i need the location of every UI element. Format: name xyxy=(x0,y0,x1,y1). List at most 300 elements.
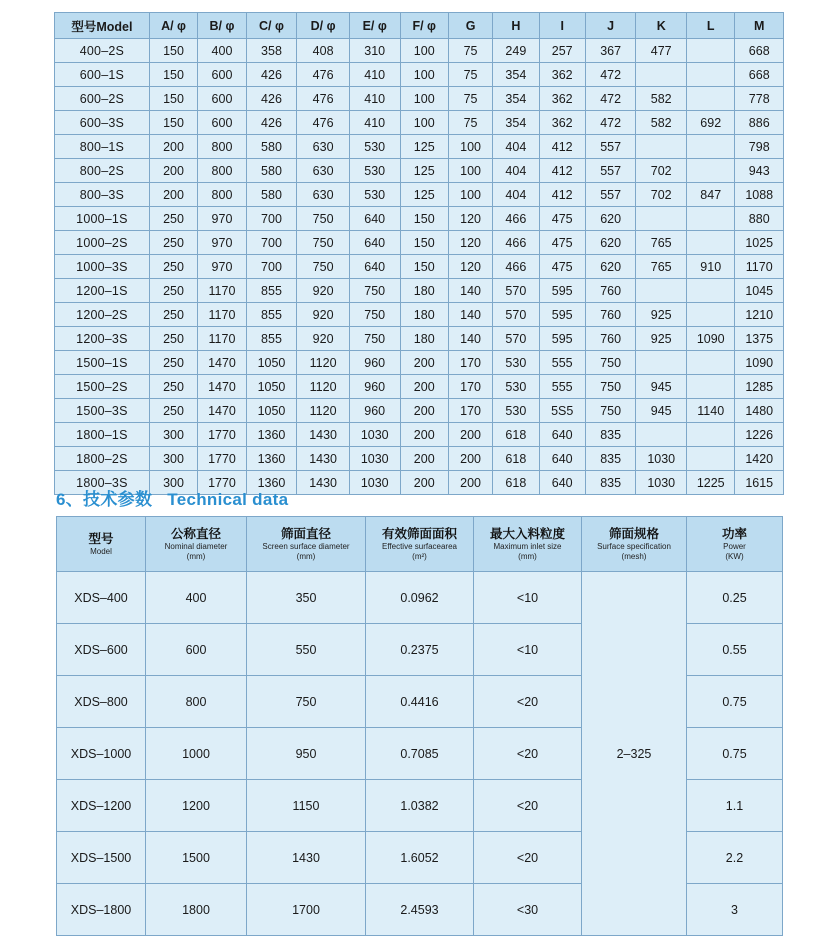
cell-e: 410 xyxy=(349,111,400,135)
cell-e: 530 xyxy=(349,183,400,207)
cell-m: 943 xyxy=(735,159,784,183)
cell-g: 75 xyxy=(448,63,492,87)
table-header-row xyxy=(57,517,783,572)
cell-j: 760 xyxy=(585,279,636,303)
cell-model: 600–1S xyxy=(55,63,150,87)
cell-l xyxy=(687,87,735,111)
cell-e: 640 xyxy=(349,255,400,279)
cell-model: XDS–600 xyxy=(57,624,146,676)
cell-h: 570 xyxy=(493,327,539,351)
cell-l xyxy=(687,231,735,255)
cell-k: 925 xyxy=(636,303,687,327)
cell-screen-diameter: 1430 xyxy=(247,832,366,884)
cell-d: 476 xyxy=(297,87,350,111)
cell-screen-diameter: 550 xyxy=(247,624,366,676)
cell-model: XDS–1200 xyxy=(57,780,146,832)
cell-l: 1090 xyxy=(687,327,735,351)
cell-i: 640 xyxy=(539,447,585,471)
cell-c: 1050 xyxy=(246,375,297,399)
cell-d: 920 xyxy=(297,279,350,303)
table-row xyxy=(55,207,784,231)
cell-g: 120 xyxy=(448,207,492,231)
col-header-g: G xyxy=(448,13,492,39)
cell-f: 150 xyxy=(400,255,448,279)
cell-model: 1200–3S xyxy=(55,327,150,351)
cell-f: 180 xyxy=(400,279,448,303)
col-header-max-inlet-size xyxy=(474,517,582,572)
col-header-power-cn: 功率 xyxy=(721,526,747,541)
cell-d: 920 xyxy=(297,327,350,351)
cell-l xyxy=(687,447,735,471)
cell-e: 750 xyxy=(349,303,400,327)
cell-screen-diameter: 950 xyxy=(247,728,366,780)
col-header-d: D/ φ xyxy=(297,13,350,39)
cell-k: 765 xyxy=(636,255,687,279)
col-header-k: K xyxy=(636,13,687,39)
cell-k: 1030 xyxy=(636,447,687,471)
col-header-surface-specification-unit: (mesh) xyxy=(621,551,647,561)
cell-e: 640 xyxy=(349,207,400,231)
cell-model: 1800–3S xyxy=(55,471,150,495)
cell-m: 1375 xyxy=(735,327,784,351)
col-header-m: M xyxy=(735,13,784,39)
cell-model: 600–3S xyxy=(55,111,150,135)
cell-l xyxy=(687,279,735,303)
technical-table-header xyxy=(57,517,783,572)
cell-j: 472 xyxy=(585,63,636,87)
cell-c: 580 xyxy=(246,183,297,207)
cell-nominal-diameter: 1000 xyxy=(146,728,247,780)
col-header-e: E/ φ xyxy=(349,13,400,39)
cell-a: 250 xyxy=(149,351,197,375)
cell-m: 886 xyxy=(735,111,784,135)
cell-h: 466 xyxy=(493,207,539,231)
cell-h: 618 xyxy=(493,447,539,471)
cell-b: 1170 xyxy=(198,327,246,351)
cell-model: 1500–1S xyxy=(55,351,150,375)
cell-k xyxy=(636,63,687,87)
cell-c: 1050 xyxy=(246,351,297,375)
cell-screen-diameter: 750 xyxy=(247,676,366,728)
table-row xyxy=(55,231,784,255)
cell-f: 100 xyxy=(400,63,448,87)
cell-f: 200 xyxy=(400,375,448,399)
cell-k xyxy=(636,135,687,159)
cell-g: 170 xyxy=(448,399,492,423)
cell-f: 100 xyxy=(400,39,448,63)
cell-i: 5S5 xyxy=(539,399,585,423)
cell-j: 557 xyxy=(585,183,636,207)
cell-c: 855 xyxy=(246,279,297,303)
cell-m: 1285 xyxy=(735,375,784,399)
cell-b: 800 xyxy=(198,135,246,159)
cell-model: 1200–2S xyxy=(55,303,150,327)
cell-d: 1120 xyxy=(297,375,350,399)
cell-l xyxy=(687,423,735,447)
cell-g: 200 xyxy=(448,423,492,447)
table-row xyxy=(55,399,784,423)
cell-b: 1770 xyxy=(198,471,246,495)
cell-power: 2.2 xyxy=(687,832,783,884)
cell-a: 250 xyxy=(149,327,197,351)
cell-f: 125 xyxy=(400,159,448,183)
cell-m: 1170 xyxy=(735,255,784,279)
cell-g: 140 xyxy=(448,279,492,303)
cell-f: 125 xyxy=(400,135,448,159)
cell-h: 466 xyxy=(493,255,539,279)
cell-l: 1140 xyxy=(687,399,735,423)
cell-k: 1030 xyxy=(636,471,687,495)
col-header-j: J xyxy=(585,13,636,39)
cell-b: 600 xyxy=(198,63,246,87)
cell-c: 1050 xyxy=(246,399,297,423)
cell-a: 300 xyxy=(149,447,197,471)
table-row xyxy=(55,111,784,135)
cell-max-inlet-size: <30 xyxy=(474,884,582,936)
cell-a: 150 xyxy=(149,39,197,63)
cell-e: 530 xyxy=(349,135,400,159)
cell-f: 150 xyxy=(400,207,448,231)
cell-j: 557 xyxy=(585,135,636,159)
cell-model: 1500–2S xyxy=(55,375,150,399)
col-header-nominal-diameter-cn: 公称直径 xyxy=(170,526,221,541)
cell-screen-diameter: 350 xyxy=(247,572,366,624)
cell-nominal-diameter: 1200 xyxy=(146,780,247,832)
cell-l: 910 xyxy=(687,255,735,279)
cell-h: 618 xyxy=(493,471,539,495)
cell-d: 1120 xyxy=(297,399,350,423)
cell-i: 640 xyxy=(539,471,585,495)
cell-l xyxy=(687,375,735,399)
cell-h: 404 xyxy=(493,183,539,207)
cell-effective-area: 0.7085 xyxy=(366,728,474,780)
cell-e: 960 xyxy=(349,399,400,423)
cell-a: 300 xyxy=(149,471,197,495)
col-header-surface-specification-cn: 筛面规格 xyxy=(608,526,659,541)
cell-l xyxy=(687,135,735,159)
cell-c: 426 xyxy=(246,111,297,135)
cell-i: 412 xyxy=(539,159,585,183)
cell-nominal-diameter: 1500 xyxy=(146,832,247,884)
cell-k: 702 xyxy=(636,159,687,183)
cell-k: 945 xyxy=(636,399,687,423)
cell-m: 1025 xyxy=(735,231,784,255)
cell-d: 476 xyxy=(297,111,350,135)
table-row xyxy=(55,87,784,111)
cell-j: 835 xyxy=(585,447,636,471)
cell-model: 1800–2S xyxy=(55,447,150,471)
cell-h: 249 xyxy=(493,39,539,63)
technical-data-table xyxy=(56,516,783,936)
cell-g: 100 xyxy=(448,159,492,183)
cell-power: 3 xyxy=(687,884,783,936)
cell-model: 1800–1S xyxy=(55,423,150,447)
cell-a: 250 xyxy=(149,255,197,279)
cell-a: 200 xyxy=(149,135,197,159)
cell-i: 412 xyxy=(539,135,585,159)
cell-b: 1170 xyxy=(198,279,246,303)
col-header-c: C/ φ xyxy=(246,13,297,39)
cell-j: 750 xyxy=(585,375,636,399)
cell-j: 557 xyxy=(585,159,636,183)
cell-c: 700 xyxy=(246,231,297,255)
cell-c: 700 xyxy=(246,255,297,279)
cell-m: 1045 xyxy=(735,279,784,303)
cell-d: 408 xyxy=(297,39,350,63)
cell-b: 970 xyxy=(198,231,246,255)
cell-i: 412 xyxy=(539,183,585,207)
dimension-table-body xyxy=(55,39,784,495)
table-row xyxy=(55,183,784,207)
cell-nominal-diameter: 1800 xyxy=(146,884,247,936)
cell-a: 150 xyxy=(149,111,197,135)
table-row xyxy=(57,572,783,624)
cell-h: 404 xyxy=(493,159,539,183)
cell-d: 630 xyxy=(297,159,350,183)
cell-c: 426 xyxy=(246,87,297,111)
cell-j: 620 xyxy=(585,255,636,279)
cell-effective-area: 1.0382 xyxy=(366,780,474,832)
col-header-model: 型号Model xyxy=(55,13,150,39)
table-row xyxy=(55,159,784,183)
cell-k: 702 xyxy=(636,183,687,207)
cell-a: 200 xyxy=(149,159,197,183)
technical-table-body xyxy=(57,572,783,936)
cell-power: 1.1 xyxy=(687,780,783,832)
cell-h: 354 xyxy=(493,63,539,87)
cell-d: 750 xyxy=(297,207,350,231)
cell-e: 750 xyxy=(349,327,400,351)
cell-j: 835 xyxy=(585,423,636,447)
cell-b: 970 xyxy=(198,207,246,231)
cell-b: 970 xyxy=(198,255,246,279)
cell-a: 250 xyxy=(149,279,197,303)
cell-b: 1770 xyxy=(198,423,246,447)
cell-model: XDS–1800 xyxy=(57,884,146,936)
cell-i: 475 xyxy=(539,231,585,255)
cell-j: 760 xyxy=(585,303,636,327)
cell-nominal-diameter: 400 xyxy=(146,572,247,624)
cell-g: 75 xyxy=(448,111,492,135)
cell-i: 595 xyxy=(539,303,585,327)
cell-g: 200 xyxy=(448,447,492,471)
cell-j: 367 xyxy=(585,39,636,63)
col-header-surface-specification xyxy=(582,517,687,572)
col-header-a: A/ φ xyxy=(149,13,197,39)
table-row xyxy=(55,423,784,447)
cell-l xyxy=(687,63,735,87)
cell-model: 800–2S xyxy=(55,159,150,183)
table-row xyxy=(55,351,784,375)
cell-surface-specification: 2–325 xyxy=(582,572,687,936)
col-header-model-en: Model xyxy=(90,546,112,556)
col-header-screen-diameter-cn: 筛面直径 xyxy=(280,526,331,541)
cell-j: 750 xyxy=(585,351,636,375)
cell-l xyxy=(687,159,735,183)
cell-c: 1360 xyxy=(246,423,297,447)
cell-power: 0.55 xyxy=(687,624,783,676)
cell-l xyxy=(687,303,735,327)
col-header-power-en: Power xyxy=(723,541,746,551)
cell-a: 250 xyxy=(149,303,197,327)
cell-max-inlet-size: <20 xyxy=(474,676,582,728)
cell-f: 100 xyxy=(400,111,448,135)
cell-screen-diameter: 1150 xyxy=(247,780,366,832)
cell-a: 150 xyxy=(149,63,197,87)
cell-h: 530 xyxy=(493,351,539,375)
cell-j: 750 xyxy=(585,399,636,423)
table-row xyxy=(55,327,784,351)
cell-model: XDS–1000 xyxy=(57,728,146,780)
cell-i: 595 xyxy=(539,279,585,303)
cell-model: 400–2S xyxy=(55,39,150,63)
cell-c: 1360 xyxy=(246,471,297,495)
cell-i: 362 xyxy=(539,87,585,111)
cell-a: 200 xyxy=(149,183,197,207)
cell-m: 668 xyxy=(735,39,784,63)
cell-b: 1770 xyxy=(198,447,246,471)
cell-model: 1000–3S xyxy=(55,255,150,279)
cell-effective-area: 0.4416 xyxy=(366,676,474,728)
cell-c: 855 xyxy=(246,303,297,327)
cell-e: 1030 xyxy=(349,423,400,447)
cell-e: 960 xyxy=(349,351,400,375)
cell-f: 180 xyxy=(400,303,448,327)
cell-g: 140 xyxy=(448,327,492,351)
table-row xyxy=(55,279,784,303)
cell-j: 760 xyxy=(585,327,636,351)
cell-b: 1170 xyxy=(198,303,246,327)
cell-m: 1226 xyxy=(735,423,784,447)
col-header-effective-area xyxy=(366,517,474,572)
cell-model: 1500–3S xyxy=(55,399,150,423)
cell-k: 582 xyxy=(636,87,687,111)
cell-model: XDS–800 xyxy=(57,676,146,728)
cell-f: 125 xyxy=(400,183,448,207)
col-header-power-unit: (KW) xyxy=(725,551,744,561)
cell-e: 310 xyxy=(349,39,400,63)
cell-m: 798 xyxy=(735,135,784,159)
cell-m: 1088 xyxy=(735,183,784,207)
cell-g: 170 xyxy=(448,375,492,399)
dimension-table-header xyxy=(55,13,784,39)
cell-e: 530 xyxy=(349,159,400,183)
cell-max-inlet-size: <10 xyxy=(474,624,582,676)
cell-i: 257 xyxy=(539,39,585,63)
cell-g: 100 xyxy=(448,135,492,159)
cell-h: 466 xyxy=(493,231,539,255)
col-header-max-inlet-size-unit: (mm) xyxy=(518,551,537,561)
col-header-surface-specification-en: Surface specification xyxy=(597,541,671,551)
cell-g: 75 xyxy=(448,39,492,63)
cell-m: 1480 xyxy=(735,399,784,423)
cell-h: 570 xyxy=(493,303,539,327)
cell-l: 692 xyxy=(687,111,735,135)
cell-max-inlet-size: <20 xyxy=(474,728,582,780)
cell-l xyxy=(687,207,735,231)
cell-b: 1470 xyxy=(198,375,246,399)
cell-f: 200 xyxy=(400,399,448,423)
cell-h: 404 xyxy=(493,135,539,159)
col-header-nominal-diameter xyxy=(146,517,247,572)
cell-i: 555 xyxy=(539,351,585,375)
cell-f: 180 xyxy=(400,327,448,351)
cell-f: 100 xyxy=(400,87,448,111)
cell-effective-area: 2.4593 xyxy=(366,884,474,936)
cell-power: 0.75 xyxy=(687,728,783,780)
col-header-l: L xyxy=(687,13,735,39)
cell-g: 75 xyxy=(448,87,492,111)
dimension-table xyxy=(54,12,784,495)
table-row xyxy=(55,375,784,399)
col-header-screen-diameter-en: Screen surface diameter xyxy=(262,541,350,551)
cell-k xyxy=(636,423,687,447)
col-header-screen-diameter xyxy=(247,517,366,572)
col-header-i: I xyxy=(539,13,585,39)
cell-i: 362 xyxy=(539,111,585,135)
cell-b: 600 xyxy=(198,111,246,135)
cell-h: 570 xyxy=(493,279,539,303)
cell-h: 530 xyxy=(493,399,539,423)
section-heading-cn: 6、技术参数 xyxy=(56,490,153,509)
cell-nominal-diameter: 600 xyxy=(146,624,247,676)
col-header-effective-area-unit: (m²) xyxy=(412,551,427,561)
cell-effective-area: 0.0962 xyxy=(366,572,474,624)
cell-m: 1210 xyxy=(735,303,784,327)
technical-data-table-container xyxy=(56,516,782,936)
cell-d: 1430 xyxy=(297,423,350,447)
table-row xyxy=(55,447,784,471)
cell-k: 925 xyxy=(636,327,687,351)
cell-c: 700 xyxy=(246,207,297,231)
col-header-h: H xyxy=(493,13,539,39)
cell-e: 640 xyxy=(349,231,400,255)
cell-b: 800 xyxy=(198,183,246,207)
cell-k: 477 xyxy=(636,39,687,63)
cell-e: 960 xyxy=(349,375,400,399)
cell-effective-area: 1.6052 xyxy=(366,832,474,884)
cell-g: 120 xyxy=(448,255,492,279)
cell-j: 620 xyxy=(585,207,636,231)
dimension-table-container xyxy=(54,12,784,495)
col-header-max-inlet-size-cn: 最大入料粒度 xyxy=(489,526,565,541)
cell-m: 1090 xyxy=(735,351,784,375)
cell-max-inlet-size: <10 xyxy=(474,572,582,624)
cell-b: 800 xyxy=(198,159,246,183)
cell-d: 1430 xyxy=(297,471,350,495)
cell-c: 1360 xyxy=(246,447,297,471)
cell-b: 600 xyxy=(198,87,246,111)
cell-i: 362 xyxy=(539,63,585,87)
cell-m: 1615 xyxy=(735,471,784,495)
cell-model: XDS–1500 xyxy=(57,832,146,884)
cell-f: 200 xyxy=(400,351,448,375)
cell-effective-area: 0.2375 xyxy=(366,624,474,676)
cell-k xyxy=(636,351,687,375)
cell-c: 426 xyxy=(246,63,297,87)
cell-d: 750 xyxy=(297,255,350,279)
col-header-model-cn: 型号 xyxy=(88,531,114,546)
cell-f: 200 xyxy=(400,471,448,495)
cell-e: 750 xyxy=(349,279,400,303)
cell-l: 847 xyxy=(687,183,735,207)
cell-d: 630 xyxy=(297,183,350,207)
cell-l xyxy=(687,351,735,375)
cell-power: 0.75 xyxy=(687,676,783,728)
cell-d: 750 xyxy=(297,231,350,255)
cell-model: 1000–1S xyxy=(55,207,150,231)
cell-a: 150 xyxy=(149,87,197,111)
